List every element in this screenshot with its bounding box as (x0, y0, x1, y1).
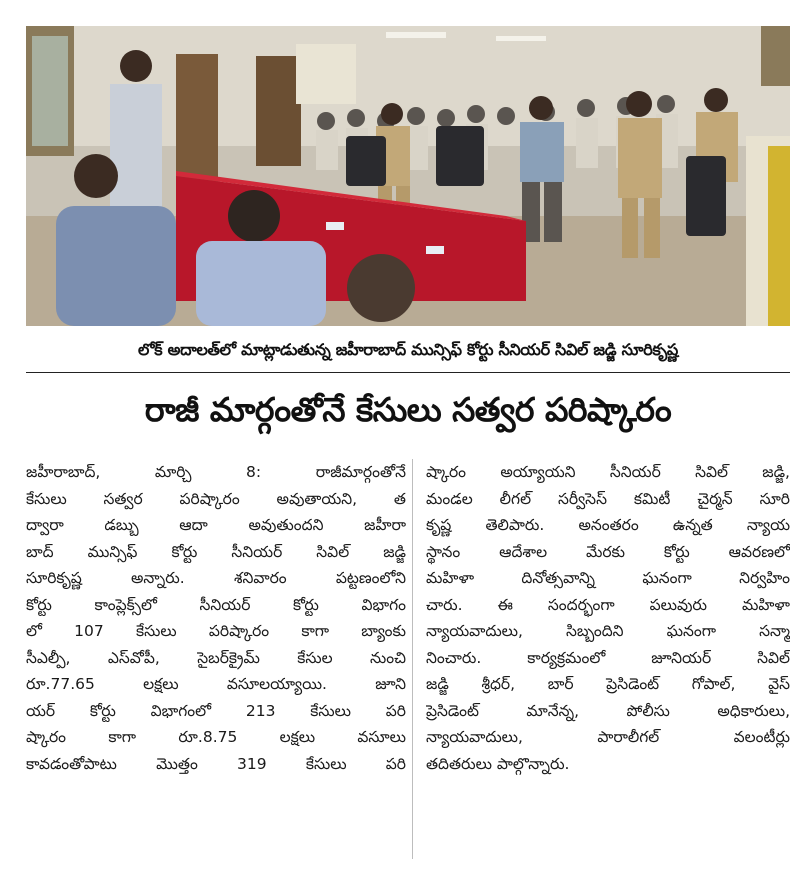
article-line: యర్ కోర్టు విభాగంలో 213 కేసులు పరి (26, 701, 406, 720)
article-line: జడ్జి శ్రీధర్, బార్ ప్రెసిడెంట్ గోపాల్, వైస్ (426, 675, 790, 693)
article-line: తదితరులు పాల్గొన్నారు. (426, 754, 570, 773)
article-line: బాద్ మున్సిఫ్ కోర్టు సీనియర్ సివిల్ జడ్జి (26, 542, 406, 561)
article-line: న్యాయవాదులు, సిబ్బందిని ఘనంగా సన్మా (426, 622, 790, 640)
article-line: కావడంతోపాటు మొత్తం 319 కేసులు పరి (26, 754, 406, 773)
meeting-hall-photo-icon (26, 26, 790, 326)
article-line: సూరికృష్ణ అన్నారు. శనివారం పట్టణంలోని (26, 569, 406, 587)
article-column-left (26, 459, 406, 859)
article-line: రూ.77.65 లక్షలు వసూలయ్యాయి. జూని (26, 675, 406, 693)
photo-caption: లోక్ అదాలత్‌లో మాట్లాడుతున్న జహీరాబాద్ మున్సిఫ్ కోర్టు సీనియర్ సివిల్ జడ్జి సూరికృష్ణ (138, 339, 678, 359)
article-line: కేసులు సత్వర పరిష్కారం అవుతాయని, త (26, 489, 406, 508)
article-line: న్యాయవాదులు, పారాలీగల్ వలంటీర్లు (426, 728, 790, 746)
article-line: కృష్ణ తెలిపారు. అనంతరం ఉన్నత న్యాయ (426, 516, 790, 534)
photo-caption-row (26, 330, 790, 373)
article-line: ష్కారం అయ్యాయని సీనియర్ సివిల్ జడ్జి, (426, 463, 790, 481)
article-line: ప్రెసిడెంట్ మానేన్న, పోలీసు అధికారులు, (426, 701, 790, 720)
article-line: ష్కారం కాగా రూ.8.75 లక్షలు వసూలు (26, 728, 406, 746)
article-line: కోర్టు కాంప్లెక్స్‌లో సీనియర్ కోర్టు విభాగం (26, 595, 406, 614)
article-line: నించారు. కార్యక్రమంలో జూనియర్ సివిల్ (426, 648, 790, 667)
article-headline: రాజీ మార్గంతోనే కేసులు సత్వర పరిష్కారం (144, 389, 672, 429)
article-line: మహిళా దినోత్సవాన్ని ఘనంగా నిర్వహిం (426, 569, 790, 587)
article-line: మండల లీగల్ సర్వీసెస్ కమిటీ చైర్మన్ సూరి (426, 489, 790, 508)
article-line: ద్వారా డబ్బు ఆదా అవుతుందని జహీరా (26, 516, 406, 534)
article-column-right (426, 459, 790, 859)
news-photo (26, 26, 790, 326)
article-line: సీఎల్పీ, ఎస్‌వోపీ, సైబర్‌క్రైమ్ కేసుల నుంచి (26, 648, 406, 667)
article-line: చారు. ఈ సందర్భంగా పలువురు మహిళా (426, 595, 790, 614)
article-line: జహీరాబాద్, మార్చి 8: రాజీమార్గంతోనే (26, 463, 406, 481)
column-divider (412, 459, 413, 859)
article-line: స్థానం ఆదేశాల మేరకు కోర్టు ఆవరణలో (426, 542, 790, 561)
article-line: లో 107 కేసులు పరిష్కారం కాగా బ్యాంకు (26, 622, 406, 640)
